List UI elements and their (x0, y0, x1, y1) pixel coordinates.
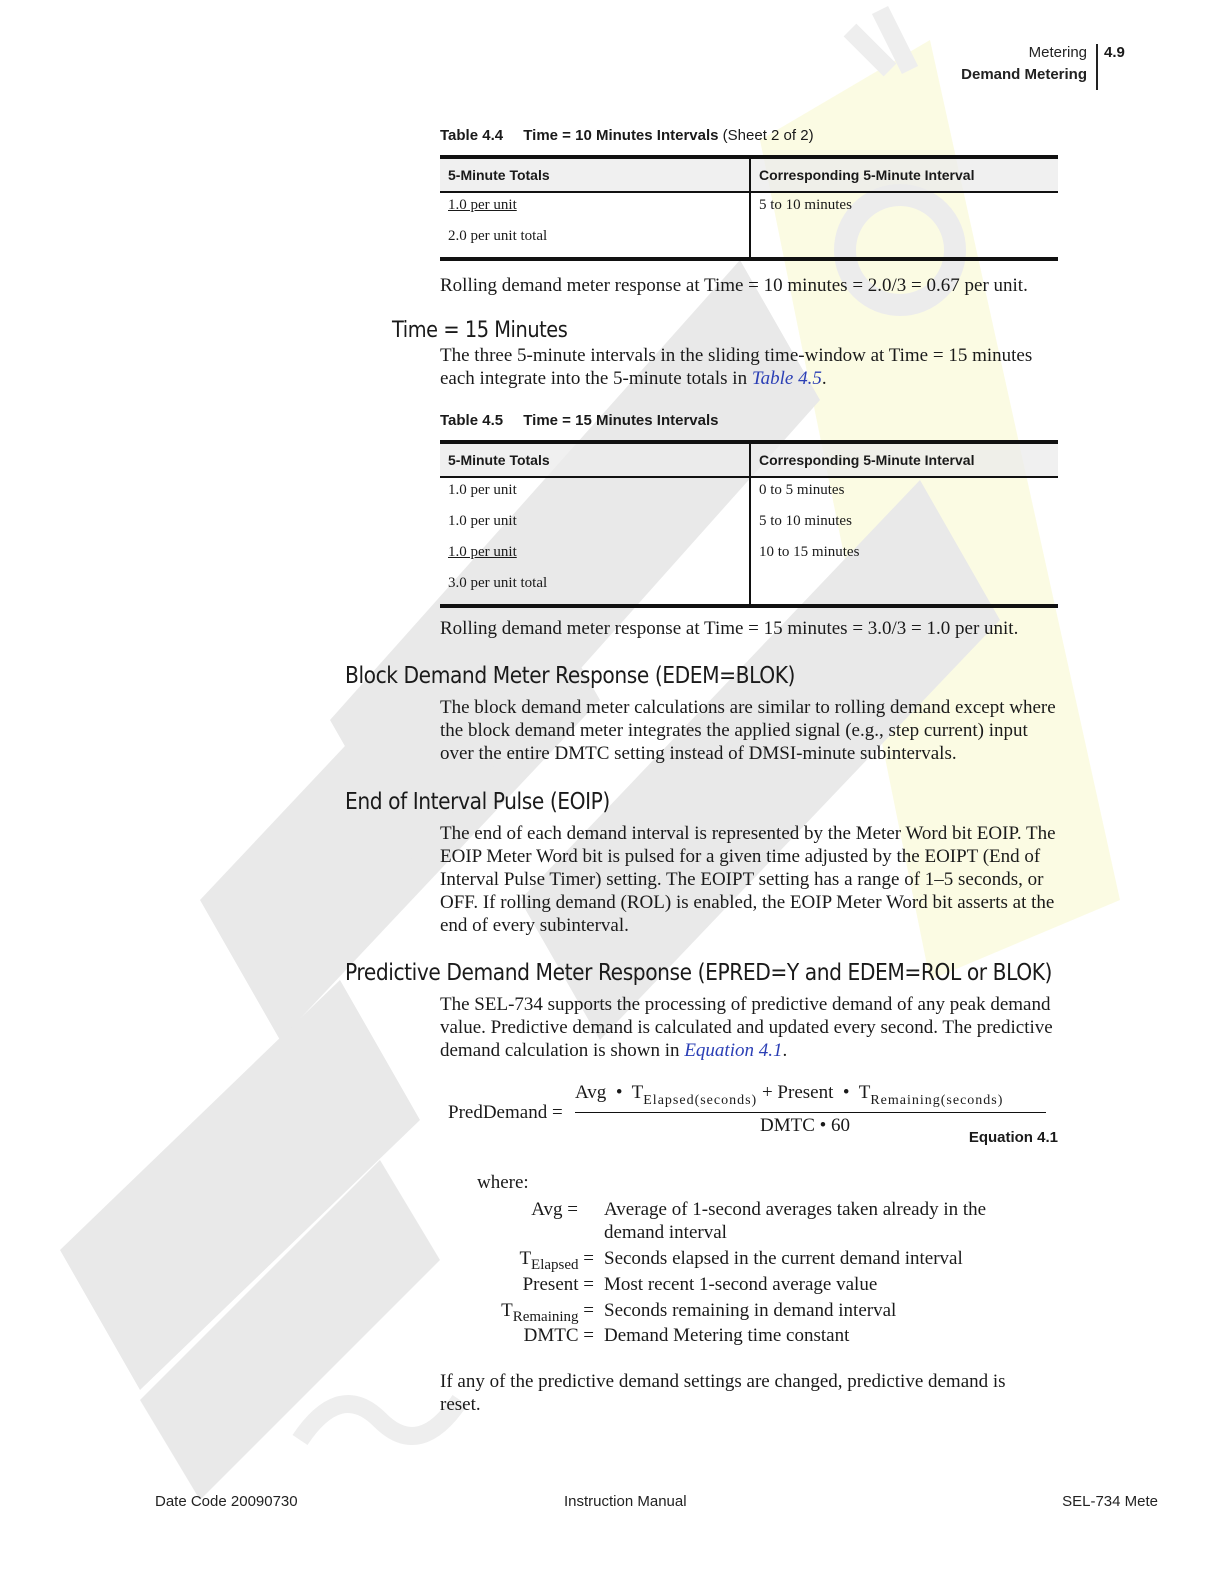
where-t: T (501, 1300, 513, 1321)
where-symbol-avg: Avg = (531, 1199, 578, 1220)
time-15-text: The three 5-minute intervals in the sliding time-window at Time = 15 minutes each integrate into the 5-minute totals in (440, 345, 1033, 389)
rolling-10-text: Rolling demand meter response at Time = 10 minutes = 2.0/3 = 0.67 per unit. (440, 275, 1028, 296)
eq-dot: • (615, 1082, 623, 1103)
cell-interval (750, 224, 1058, 259)
where-elapsed-sub: Elapsed (531, 1257, 579, 1273)
table-row (440, 509, 1058, 540)
cell-total: 2.0 per unit total (440, 224, 750, 259)
equation-label: Equation 4.1 (968, 1129, 1058, 1146)
predictive-text-end: . (782, 1040, 788, 1061)
where-def-present: Most recent 1-second average value (604, 1274, 878, 1295)
footer-manual: Instruction Manual (564, 1493, 687, 1510)
heading-predictive-demand: Predictive Demand Meter Response (EPRED=Y and EDEM=ROL or BLOK) (345, 960, 1053, 986)
where-t: T (519, 1248, 532, 1269)
cell-interval (750, 571, 1058, 606)
equation-denominator: DMTC • 60 (760, 1115, 851, 1136)
time-15-paragraph (440, 344, 1060, 390)
heading-eoip: End of Interval Pulse (EOIP) (345, 789, 610, 815)
eq-remaining-sub: Remaining(seconds) (870, 1093, 1004, 1108)
where-symbol-present: Present = (522, 1274, 594, 1295)
page-number: 4.9 (1104, 44, 1125, 61)
predictive-paragraph (440, 993, 1060, 1062)
table-row (440, 477, 1058, 509)
equation-4-1 (448, 1082, 1058, 1142)
eoip-text: The end of each demand interval is represented by the Meter Word bit EOIP. The EOIP Meter Word bit is pulsed for a given time adjusted by the EOIPT (End of Interval Pulse Timer) setting. The EOIPT setting has a range of 1–5 seconds, or OFF. If rolling demand (ROL) is enabled, the EOIP Meter Word bit asserts at the end of every subinterval. (440, 823, 1056, 936)
table-4-5-number: Table 4.5 (440, 412, 504, 429)
running-header-section: Metering (1028, 44, 1087, 61)
where-def-remaining: Seconds remaining in demand interval (604, 1300, 897, 1321)
watermark-outline-s (300, 1400, 460, 1440)
cell-interval: 5 to 10 minutes (750, 509, 1058, 540)
where-symbol-dmtc: DMTC = (523, 1325, 594, 1346)
eq-elapsed-sub: Elapsed(seconds) (643, 1093, 758, 1108)
table-row (440, 192, 1058, 224)
table-4-4-caption (440, 127, 814, 144)
table-4-4-title: Time = 10 Minutes Intervals (523, 127, 719, 144)
cell-total: 3.0 per unit total (440, 571, 750, 606)
where-eq: = (578, 1248, 594, 1269)
footer-date-code: Date Code 20090730 (155, 1493, 298, 1510)
header-divider (1096, 44, 1098, 90)
cell-total: 1.0 per unit (448, 482, 517, 498)
table-row (440, 224, 1058, 259)
table-4-4-col1-header: 5-Minute Totals (440, 157, 750, 192)
cell-interval: 5 to 10 minutes (750, 192, 1058, 224)
table-4-4-number: Table 4.4 (440, 127, 504, 144)
predictive-text: The SEL-734 supports the processing of predictive demand of any peak demand value. Predictive demand is calculated and updated every second. The predictive demand calculation is shown in (440, 994, 1053, 1061)
where-remaining-sub: Remaining (512, 1309, 579, 1325)
table-4-5-link[interactable]: Table 4.5 (751, 368, 822, 389)
table-4-4-col2-header: Corresponding 5-Minute Interval (750, 157, 1058, 192)
reset-text: If any of the predictive demand settings are changed, predictive demand is reset. (440, 1371, 1006, 1415)
table-4-5-col1-header: 5-Minute Totals (440, 442, 750, 477)
where-eq: = (578, 1300, 594, 1321)
eq-avg: Avg (575, 1082, 607, 1103)
table-row (440, 571, 1058, 606)
where-def-elapsed: Seconds elapsed in the current demand interval (604, 1248, 963, 1269)
block-demand-text: The block demand meter calculations are similar to rolling demand except where the block demand meter integrates the applied signal (e.g., step current) input over the entire DMTC setting instead of DMSI-minute subintervals. (440, 697, 1056, 764)
fraction-bar (575, 1112, 1046, 1113)
table-4-4-sheet: (Sheet 2 of 2) (722, 127, 814, 144)
equation-numerator (575, 1082, 1003, 1109)
table-4-4 (440, 155, 1058, 261)
equation-4-1-link[interactable]: Equation 4.1 (684, 1040, 783, 1061)
eq-t-elapsed: T (631, 1082, 644, 1103)
rolling-15-text: Rolling demand meter response at Time = 15 minutes = 3.0/3 = 1.0 per unit. (440, 618, 1019, 639)
heading-block-demand: Block Demand Meter Response (EDEM=BLOK) (345, 663, 796, 689)
where-def-dmtc: Demand Metering time constant (604, 1325, 850, 1346)
cell-total: 1.0 per unit (448, 197, 517, 213)
time-15-text-end: . (821, 368, 827, 389)
table-4-5-title: Time = 15 Minutes Intervals (523, 412, 719, 429)
cell-total: 1.0 per unit (448, 544, 517, 560)
table-4-5-col2-header: Corresponding 5-Minute Interval (750, 442, 1058, 477)
cell-total: 1.0 per unit (448, 513, 517, 529)
watermark-outline-tm (850, 10, 910, 70)
where-label: where: (477, 1172, 529, 1193)
cell-interval: 10 to 15 minutes (750, 540, 1058, 571)
eq-dot-2: • (842, 1082, 850, 1103)
table-4-5 (440, 440, 1058, 608)
cell-interval: 0 to 5 minutes (750, 477, 1058, 509)
heading-time-15: Time = 15 Minutes (392, 318, 568, 343)
equation-lhs: PredDemand = (448, 1102, 563, 1123)
running-header-subsection: Demand Metering (961, 66, 1087, 83)
where-def-avg: Average of 1-second averages taken already in the demand interval (604, 1199, 987, 1243)
footer-product: SEL-734 Mete (1062, 1493, 1158, 1510)
table-row (440, 540, 1058, 571)
eq-t-remaining: T (858, 1082, 871, 1103)
table-4-5-caption (440, 412, 719, 429)
eq-plus-present: + Present (761, 1082, 834, 1103)
